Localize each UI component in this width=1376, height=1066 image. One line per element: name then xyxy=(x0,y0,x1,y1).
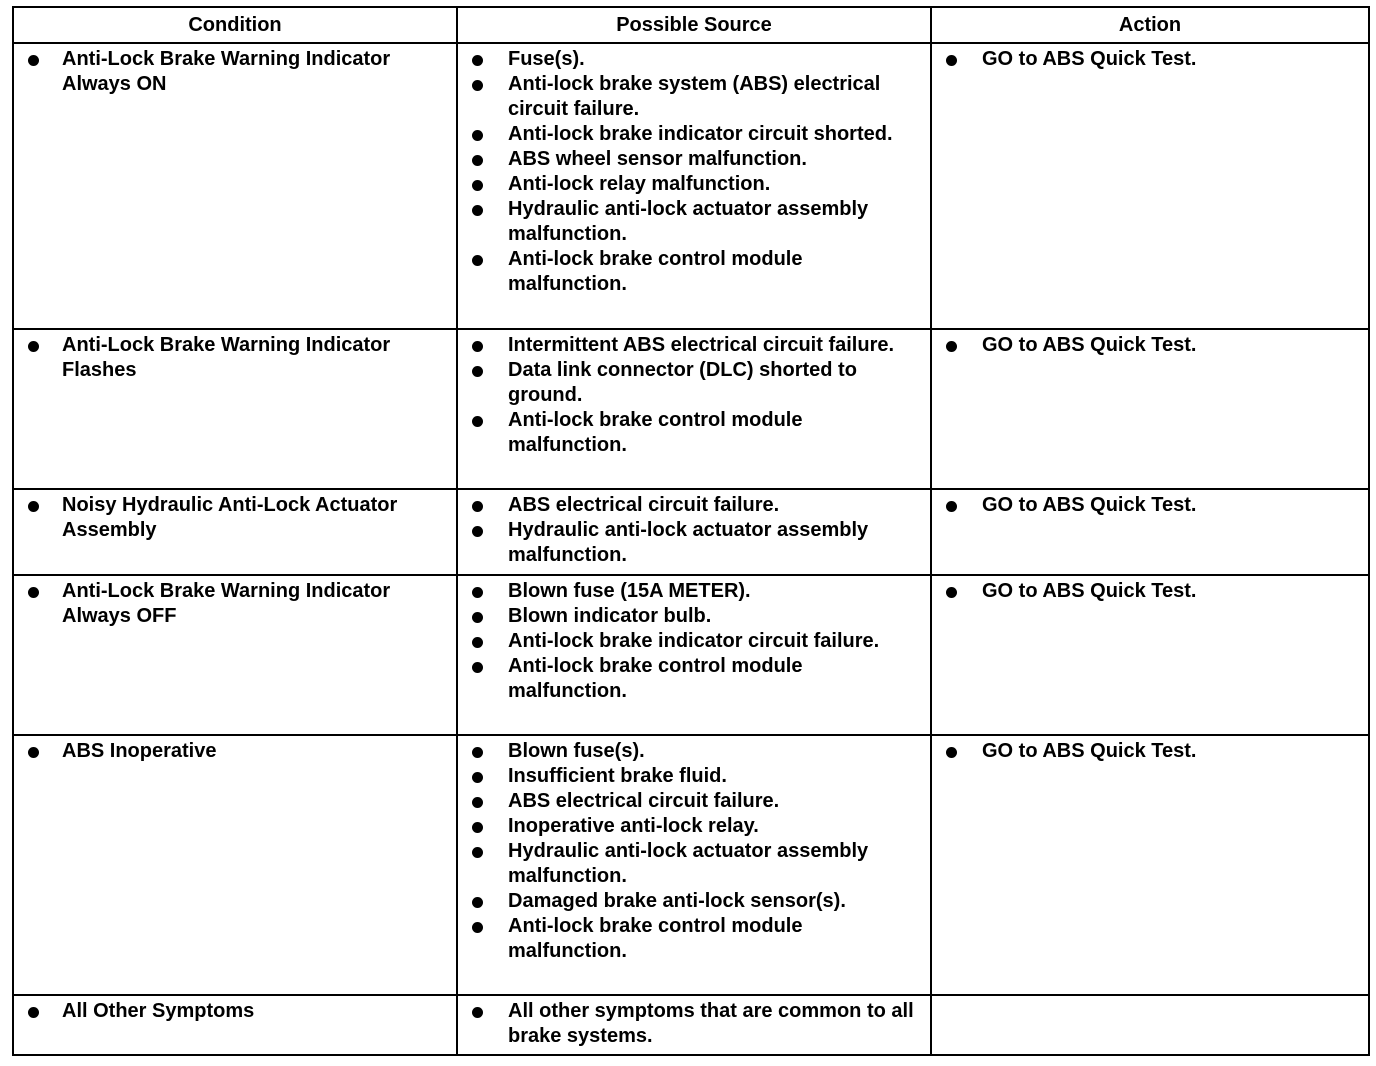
action-text: GO to ABS Quick Test. xyxy=(932,579,1368,604)
possible-source-cell xyxy=(457,489,931,575)
condition-cell xyxy=(13,735,457,995)
table-row xyxy=(13,995,1369,1055)
condition-text: Anti-Lock Brake Warning Indicator Always OFF xyxy=(14,579,456,629)
condition-cell xyxy=(13,995,457,1055)
source-item: Anti-lock brake control module malfunction. xyxy=(458,914,930,964)
source-item: Data link connector (DLC) shorted to ground. xyxy=(458,358,930,408)
possible-source-cell xyxy=(457,735,931,995)
source-item: ABS wheel sensor malfunction. xyxy=(458,147,930,172)
table-row xyxy=(13,43,1369,329)
action-cell-empty xyxy=(931,995,1369,1055)
condition-text: Anti-Lock Brake Warning Indicator Flashes xyxy=(14,333,456,383)
condition-text: ABS Inoperative xyxy=(14,739,456,764)
source-item: Fuse(s). xyxy=(458,47,930,72)
header-row xyxy=(13,7,1369,43)
table-row xyxy=(13,329,1369,489)
condition-cell xyxy=(13,329,457,489)
source-item: Blown fuse(s). xyxy=(458,739,930,764)
source-item: Blown indicator bulb. xyxy=(458,604,930,629)
action-text: GO to ABS Quick Test. xyxy=(932,333,1368,358)
source-item: Anti-lock brake indicator circuit shorted. xyxy=(458,122,930,147)
source-item: ABS electrical circuit failure. xyxy=(458,493,930,518)
source-item: Damaged brake anti-lock sensor(s). xyxy=(458,889,930,914)
possible-source-cell xyxy=(457,43,931,329)
symptom-chart-table xyxy=(12,6,1370,1056)
source-item: Intermittent ABS electrical circuit failure. xyxy=(458,333,930,358)
source-item: Hydraulic anti-lock actuator assembly malfunction. xyxy=(458,197,930,247)
source-item: Hydraulic anti-lock actuator assembly malfunction. xyxy=(458,839,930,889)
source-item: Insufficient brake fluid. xyxy=(458,764,930,789)
source-item: Anti-lock brake indicator circuit failure. xyxy=(458,629,930,654)
action-cell xyxy=(931,735,1369,995)
condition-cell xyxy=(13,43,457,329)
action-cell xyxy=(931,43,1369,329)
source-item: Anti-lock brake control module malfunction. xyxy=(458,247,930,297)
possible-source-cell xyxy=(457,575,931,735)
source-item: Blown fuse (15A METER). xyxy=(458,579,930,604)
condition-text: All Other Symptoms xyxy=(14,999,456,1024)
source-item: Anti-lock brake system (ABS) electrical circuit failure. xyxy=(458,72,930,122)
condition-cell xyxy=(13,489,457,575)
header-action: Action xyxy=(931,7,1369,43)
condition-text: Anti-Lock Brake Warning Indicator Always ON xyxy=(14,47,456,97)
action-text: GO to ABS Quick Test. xyxy=(932,739,1368,764)
action-cell xyxy=(931,575,1369,735)
source-item: ABS electrical circuit failure. xyxy=(458,789,930,814)
source-item: Hydraulic anti-lock actuator assembly malfunction. xyxy=(458,518,930,568)
source-item: Anti-lock relay malfunction. xyxy=(458,172,930,197)
source-item: Inoperative anti-lock relay. xyxy=(458,814,930,839)
header-possible-source: Possible Source xyxy=(457,7,931,43)
condition-cell xyxy=(13,575,457,735)
action-text: GO to ABS Quick Test. xyxy=(932,47,1368,72)
source-item: Anti-lock brake control module malfunction. xyxy=(458,654,930,704)
possible-source-cell xyxy=(457,995,931,1055)
possible-source-cell xyxy=(457,329,931,489)
source-item: All other symptoms that are common to all brake systems. xyxy=(458,999,930,1049)
condition-text: Noisy Hydraulic Anti-Lock Actuator Assembly xyxy=(14,493,456,543)
table-row xyxy=(13,575,1369,735)
action-cell xyxy=(931,329,1369,489)
table-row xyxy=(13,735,1369,995)
header-condition: Condition xyxy=(13,7,457,43)
action-cell xyxy=(931,489,1369,575)
source-item: Anti-lock brake control module malfunction. xyxy=(458,408,930,458)
action-text: GO to ABS Quick Test. xyxy=(932,493,1368,518)
table-row xyxy=(13,489,1369,575)
